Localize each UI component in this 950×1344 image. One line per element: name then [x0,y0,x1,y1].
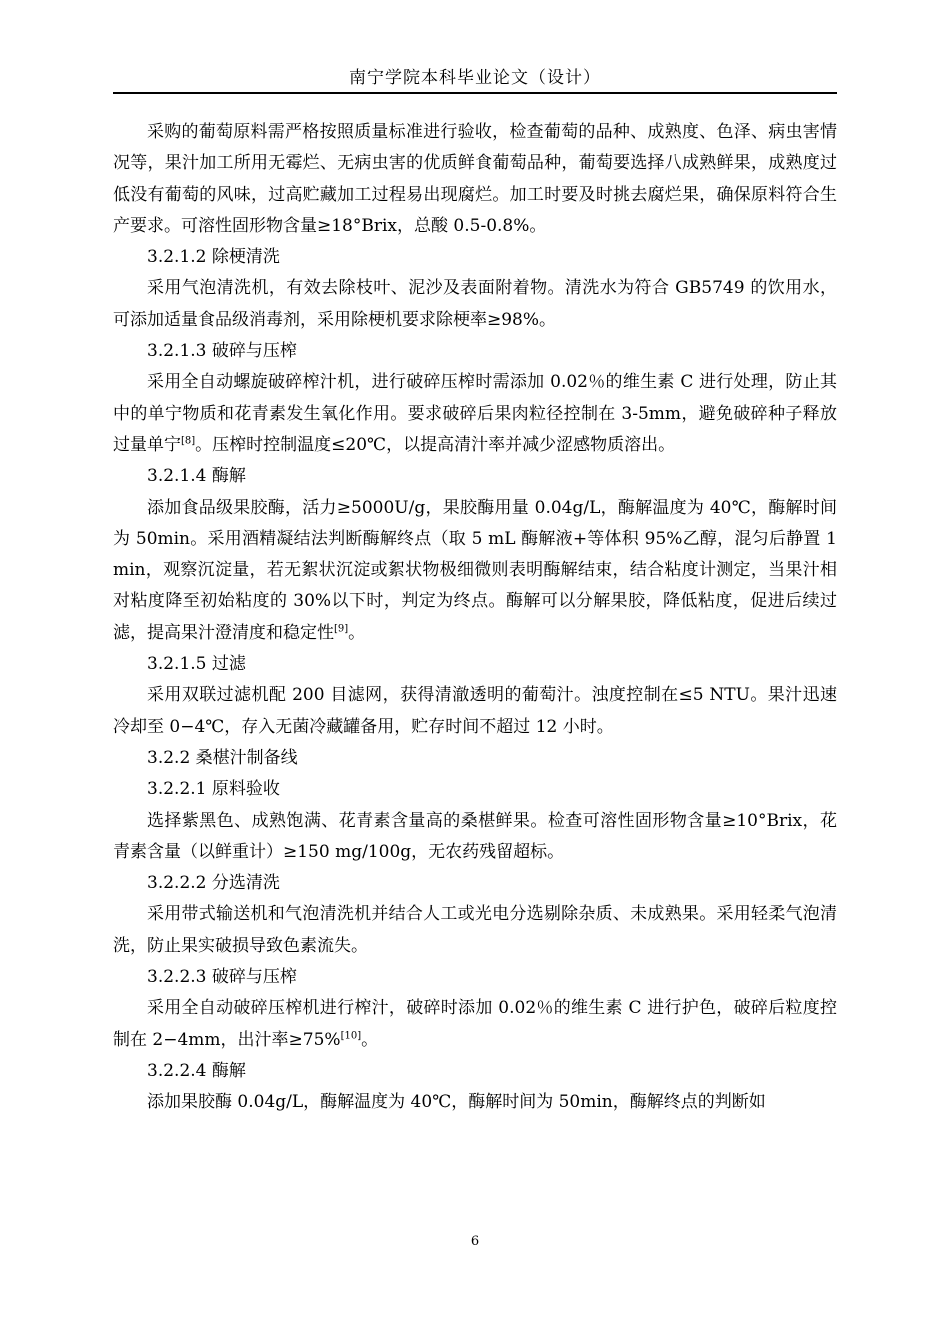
paragraph-3: 采用全自动螺旋破碎榨汁机，进行破碎压榨时需添加 0.02％的维生素 C 进行处理，防止其中的单宁物质和花青素发生氧化作用。要求破碎后果肉粒径控制在 3-5mm，避免破碎种子释放过量单宁[8]。压榨时控制温度≤20℃，以提高清汁率并减少涩感物质溶出。 [113,372,837,455]
section-heading-3-2-2-3: 3.2.2.3 破碎与压榨 [147,967,297,988]
paragraph-9: 添加果胶酶 0.04g/L，酶解温度为 40℃，酶解时间为 50min，酶解终点的判断如 [147,1092,766,1113]
paragraph-1: 采购的葡萄原料需严格按照质量标准进行验收，检查葡萄的品种、成熟度、色泽、病虫害情况等，果汁加工所用无霉烂、无病虫害的优质鲜食葡萄品种，葡萄要选择八成熟鲜果，成熟度过低没有葡萄的风味，过高贮藏加工过程易出现腐烂。加工时要及时挑去腐烂果，确保原料符合生产要求。可溶性固形物含量≥18°Brix，总酸 0.5-0.8%。 [113,122,837,236]
paragraph-6: 选择紫黑色、成熟饱满、花青素含量高的桑椹鲜果。检查可溶性固形物含量≥10°Brix，花青素含量（以鲜重计）≥150 mg/100g，无农药残留超标。 [113,810,837,862]
section-heading-3-2-2-1: 3.2.2.1 原料验收 [147,779,280,800]
document-body [113,117,837,1119]
paragraph-8: 采用全自动破碎压榨机进行榨汁，破碎时添加 0.02％的维生素 C 进行护色，破碎后粒度控制在 2−4mm，出汁率≥75%[10]。 [113,998,837,1050]
paragraph-5: 采用双联过滤机配 200 目滤网，获得清澈透明的葡萄汁。浊度控制在≤5 NTU。果汁迅速冷却至 0−4℃，存入无菌冷藏罐备用，贮存时间不超过 12 小时。 [113,685,837,737]
section-heading-3-2-1-3: 3.2.1.3 破碎与压榨 [147,341,297,362]
header-rule [113,92,837,94]
section-heading-3-2-1-4: 3.2.1.4 酶解 [147,466,246,487]
section-heading-3-2-2: 3.2.2 桑椹汁制备线 [147,747,298,768]
citation-ref: [10] [340,1029,362,1041]
paragraph-2: 采用气泡清洗机，有效去除枝叶、泥沙及表面附着物。清洗水为符合 GB5749 的饮用水，可添加适量食品级消毒剂，采用除梗机要求除梗率≥98%。 [113,278,837,330]
section-heading-3-2-1-5: 3.2.1.5 过滤 [147,654,246,675]
section-heading-3-2-2-2: 3.2.2.2 分选清洗 [147,873,280,894]
citation-ref: [8] [181,435,196,447]
paragraph-7: 采用带式输送机和气泡清洗机并结合人工或光电分选剔除杂质、未成熟果。采用轻柔气泡清洗，防止果实破损导致色素流失。 [113,904,837,956]
section-heading-3-2-1-2: 3.2.1.2 除梗清洗 [147,247,280,268]
section-heading-3-2-2-4: 3.2.2.4 酶解 [147,1060,246,1081]
page-number: 6 [470,1234,480,1249]
citation-ref: [9] [334,623,349,635]
running-header: 南宁学院本科毕业论文（设计） [349,68,601,88]
paragraph-4: 添加食品级果胶酶，活力≥5000U/g，果胶酶用量 0.04g/L，酶解温度为 40℃，酶解时间为 50min。采用酒精凝结法判断酶解终点（取 5 mL 酶解液+等体积 95%乙醇，混匀后静置 1 min，观察沉淀量，若无絮状沉淀或絮状物极细微则表明酶解结束，结合粘度计测定，当果汁相对粘度降至初始粘度的 30%以下时，判定为终点。酶解可以分解果胶，降低粘度，促进后续过滤，提高果汁澄清度和稳定性[9]。 [113,497,837,643]
